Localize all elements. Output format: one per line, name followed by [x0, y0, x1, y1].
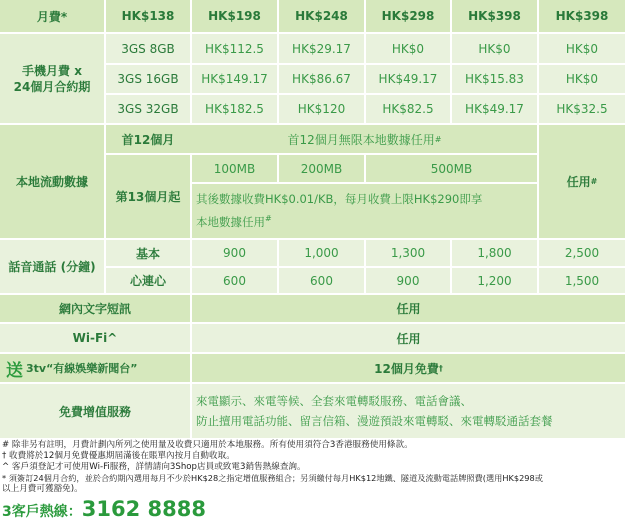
plan-header-1: HK$138: [121, 9, 175, 23]
footnote-1: # 除非另有註明，月費計劃內所列之使用量及收費只適用於本地服務。所有使用須符合3香港服務使用條款。: [2, 440, 413, 450]
price-cell: HK$0: [391, 41, 425, 56]
plan-header-2: HK$198: [208, 9, 261, 23]
price-cell: HK$182.5: [205, 102, 264, 116]
tv-value: [192, 354, 625, 382]
plan-header-4: HK$298: [381, 9, 435, 23]
plan-header-3: HK$248: [295, 9, 348, 23]
month13-note: [196, 184, 537, 238]
data-unlimited-text: 任用: [566, 175, 591, 189]
voice-label: 話音通話 (分鐘): [8, 260, 96, 274]
tv-label: [0, 354, 190, 382]
model-3gs-16gb: 3GS 16GB: [117, 72, 179, 86]
wifi-label: Wi-Fi^: [72, 331, 118, 345]
month13-note-line1: 其後數據收費HK$0.01/KB，每月收費上限HK$290即享: [196, 192, 483, 207]
local-data-label: 本地流動數據: [15, 175, 88, 189]
tv-mark: †: [438, 363, 443, 373]
voice-heart-value: 1,500: [564, 273, 600, 288]
price-cell: HK$86.67: [292, 72, 351, 86]
voice-heart-value: 600: [310, 273, 333, 288]
price-cell: HK$0: [565, 72, 599, 86]
price-cell: HK$49.17: [378, 72, 438, 86]
voice-heart-label: 心連心: [129, 274, 166, 288]
month13-note-mark: #: [265, 214, 272, 224]
monthly-fee-label-line1: 手機月費 x: [22, 64, 82, 78]
first12-label: 首12個月: [121, 132, 175, 147]
footnote-4: * 須簽訂24個月合約，並於合約期內選用每月不少於HK$28之指定增值服務組合；另須繳付每月HK$12地鐵、隧道及流動電話牌照費(選用HK$298或: [2, 473, 543, 483]
price-cell: HK$49.17: [465, 102, 524, 116]
price-cell: HK$0: [478, 41, 511, 56]
free-services-value: [196, 384, 625, 438]
hotline: [2, 497, 206, 525]
price-cell: HK$32.5: [556, 102, 608, 116]
plan-header-5: HK$398: [468, 9, 521, 23]
price-cell: HK$112.5: [205, 41, 264, 56]
footnote-5: 以上月費可獲豁免)。: [2, 484, 83, 494]
month13-value-3: 500MB: [430, 161, 473, 176]
month13-note-line2: 本地數據任用: [196, 214, 265, 229]
voice-heart-value: 600: [223, 273, 246, 288]
voice-heart-value: 1,200: [477, 273, 512, 288]
price-cell: HK$29.17: [292, 41, 351, 56]
voice-basic-label: 基本: [135, 246, 160, 261]
first12-mark: #: [434, 134, 442, 144]
model-3gs-32gb: 3GS 32GB: [117, 102, 179, 116]
voice-basic-value: 900: [223, 246, 246, 260]
month13-value-2: 200MB: [300, 161, 343, 176]
voice-basic-value: 1,800: [477, 246, 512, 260]
free-services-line1: 來電顯示、來電等候、全套來電轉駁服務、電話會議、: [196, 394, 472, 408]
sms-label: 網內文字短訊: [58, 302, 131, 316]
monthly-fee-label: [0, 34, 104, 124]
data-unlimited-mark: #: [590, 177, 598, 186]
voice-basic-value: 1,000: [304, 246, 339, 260]
tv-value-text: 12個月免費: [374, 361, 439, 376]
plan-header-6: HK$398: [555, 9, 609, 23]
price-cell: HK$0: [565, 41, 599, 56]
price-cell: HK$15.83: [465, 72, 524, 86]
corner-label: 月費*: [36, 9, 68, 24]
hotline-label: 3客戶熱線：: [2, 504, 82, 520]
data-unlimited: [539, 125, 625, 238]
free-services-label: 免費增值服務: [58, 404, 131, 419]
voice-heart-value: 900: [396, 273, 420, 288]
first12-text: 首12個月無限本地數據任用: [287, 132, 435, 147]
free-services-line2: 防止擅用電話功能、留言信箱、漫遊預設來電轉駁、來電轉駁通話套餐: [196, 414, 553, 428]
price-cell: HK$82.5: [382, 102, 434, 116]
price-cell: HK$120: [297, 102, 346, 116]
first12-value: [192, 125, 537, 153]
monthly-fee-label-line2: 24個月合約期: [13, 80, 91, 94]
voice-basic-value: 1,300: [390, 246, 426, 260]
model-3gs-8gb: 3GS 8GB: [121, 41, 175, 56]
footnote-3: ^ 客戶須登記才可使用Wi-Fi服務，詳情請向3Shop店員或致電3銷售熱線查詢。: [2, 462, 306, 472]
footnote-2: † 收費將於12個月免費優惠期屆滿後在賬單內按月自動收取。: [2, 451, 235, 461]
tv-prefix: 送: [6, 360, 23, 381]
price-cell: HK$149.17: [201, 72, 268, 86]
wifi-value: 任用: [396, 331, 421, 346]
voice-basic-value: 2,500: [564, 246, 600, 260]
month13-value-1: 100MB: [213, 161, 256, 176]
tv-label-text: 3tv“有線娛樂新聞台”: [26, 362, 138, 375]
sms-value: 任用: [396, 302, 421, 316]
month13-label: 第13個月起: [115, 190, 181, 204]
hotline-number[interactable]: 3162 8888: [81, 497, 206, 521]
